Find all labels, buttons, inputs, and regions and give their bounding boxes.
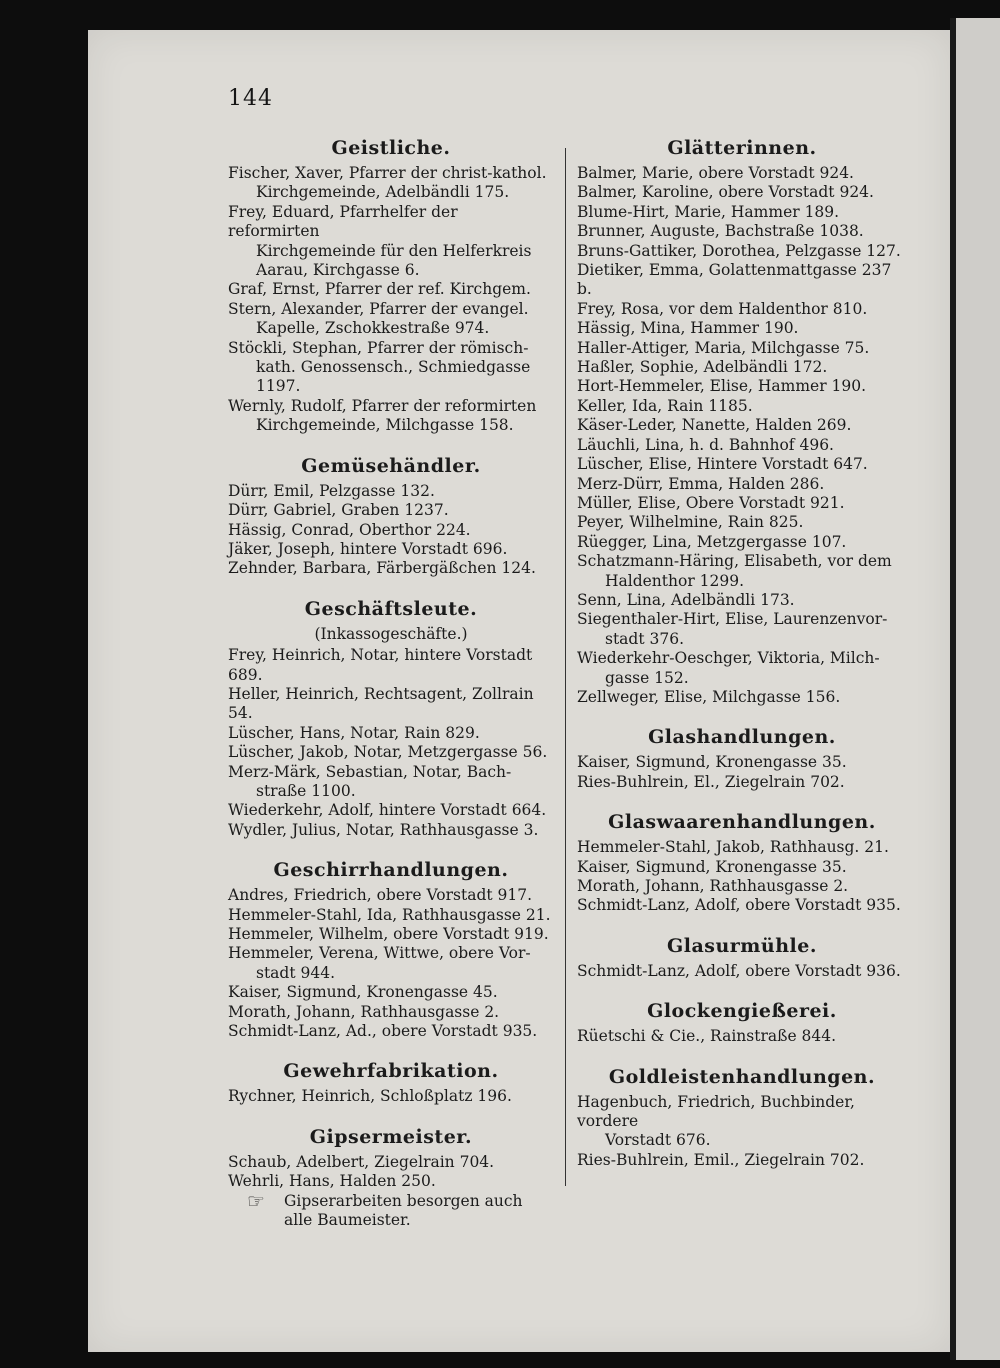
pointing-hand-icon: ☞ <box>247 1188 265 1213</box>
entry-line: Rychner, Heinrich, Schloßplatz 196. <box>228 1087 512 1106</box>
entry-line: Dietiker, Emma, Golattenmattgasse 237 b. <box>577 261 892 299</box>
right-column <box>577 136 907 1188</box>
directory-entry <box>577 436 907 455</box>
entry-continuation: Aarau, Kirchgasse 6. <box>256 261 420 280</box>
entry-line: Bruns-Gattiker, Dorothea, Pelzgasse 127. <box>577 241 901 260</box>
directory-entry <box>577 416 907 435</box>
entry-line: Brunner, Auguste, Bachstraße 1038. <box>577 222 864 241</box>
directory-entry <box>577 222 907 241</box>
directory-entry <box>228 1087 554 1106</box>
directory-entry <box>228 1153 554 1172</box>
entry-line: Lüscher, Jakob, Notar, Metzgergasse 56. <box>228 743 548 762</box>
entry-line: Stöckli, Stephan, Pfarrer der römisch- <box>228 338 529 357</box>
section-heading: Glashandlungen. <box>648 726 836 749</box>
entry-continuation: stadt 376. <box>605 629 685 648</box>
entry-line: Merz-Märk, Sebastian, Notar, Bach- <box>228 762 512 781</box>
directory-entry <box>228 501 554 520</box>
directory-entry <box>228 801 554 820</box>
entry-line: Wiederkehr-Oeschger, Viktoria, Milch- <box>577 649 880 668</box>
entry-line: Siegenthaler-Hirt, Elise, Laurenzenvor- <box>577 610 888 629</box>
directory-entry <box>577 475 907 494</box>
next-page-edge <box>956 18 1000 1360</box>
entry-line: Merz-Dürr, Emma, Halden 286. <box>577 474 825 493</box>
directory-entry <box>228 397 554 436</box>
directory-entry <box>577 896 907 915</box>
directory-entry <box>228 724 554 743</box>
entry-line: Käser-Leder, Nanette, Halden 269. <box>577 416 852 435</box>
entry-line: Schaub, Adelbert, Ziegelrain 704. <box>228 1152 495 1171</box>
entry-line: Frey, Eduard, Pfarrhelfer der reformirten <box>228 202 458 241</box>
entry-line: Stern, Alexander, Pfarrer der evangel. <box>228 299 529 318</box>
directory-entry <box>577 261 907 300</box>
entry-line: Kaiser, Sigmund, Kronengasse 35. <box>577 857 847 876</box>
entry-line: Schmidt-Lanz, Adolf, obere Vorstadt 935. <box>577 896 901 915</box>
directory-entry <box>577 610 907 649</box>
section-heading: Gewehrfabrikation. <box>283 1060 499 1083</box>
directory-entry <box>577 164 907 183</box>
directory-entry <box>577 300 907 319</box>
entry-continuation: Kapelle, Zschokkestraße 974. <box>256 319 490 338</box>
entry-line: Balmer, Karoline, obere Vorstadt 924. <box>577 183 874 202</box>
directory-entry <box>228 685 554 724</box>
directory-entry <box>577 591 907 610</box>
directory-entry <box>577 183 907 202</box>
entry-line: Kaiser, Sigmund, Kronengasse 35. <box>577 753 847 772</box>
section-heading: Geschirrhandlungen. <box>273 859 509 882</box>
entry-continuation: Kirchgemeinde für den Helferkreis <box>256 241 532 260</box>
directory-entry <box>577 962 907 981</box>
directory-entry <box>577 877 907 896</box>
entry-line: Lüscher, Elise, Hintere Vorstadt 647. <box>577 455 868 474</box>
note-line: alle Baumeister. <box>284 1211 411 1230</box>
entry-line: Läuchli, Lina, h. d. Bahnhof 496. <box>577 435 834 454</box>
note-line: Gipserarbeiten besorgen auch <box>284 1191 523 1210</box>
entry-line: Wiederkehr, Adolf, hintere Vorstadt 664. <box>228 801 547 820</box>
directory-entry <box>228 1003 554 1022</box>
section-heading: Geschäftsleute. <box>304 597 478 620</box>
section-heading: Geistliche. <box>331 137 451 159</box>
section-heading: Glätterinnen. <box>667 137 817 159</box>
section-glaswaarenhandlungen <box>577 810 907 916</box>
directory-entry <box>577 319 907 338</box>
entry-line: Wehrli, Hans, Halden 250. <box>228 1172 436 1191</box>
entry-line: Zellweger, Elise, Milchgasse 156. <box>577 687 841 706</box>
directory-entry <box>228 886 554 905</box>
entry-line: Senn, Lina, Adelbändli 173. <box>577 590 795 609</box>
section-glashandlungen <box>577 725 907 792</box>
directory-entry <box>228 164 554 203</box>
entry-line: Müller, Elise, Obere Vorstadt 921. <box>577 493 845 512</box>
entry-continuation: stadt 944. <box>256 963 336 982</box>
entry-line: Hemmeler-Stahl, Jakob, Rathhausg. 21. <box>577 838 889 857</box>
directory-entry <box>577 513 907 532</box>
entry-line: Hemmeler, Verena, Wittwe, obere Vor- <box>228 944 531 963</box>
entry-line: Andres, Friedrich, obere Vorstadt 917. <box>228 886 533 905</box>
directory-entry <box>228 559 554 578</box>
section-heading: Goldleistenhandlungen. <box>608 1065 876 1088</box>
entry-continuation: gasse 152. <box>605 668 689 687</box>
directory-entry <box>577 838 907 857</box>
directory-entry <box>228 944 554 983</box>
entry-line: Heller, Heinrich, Rechtsagent, Zollrain 54. <box>228 684 534 723</box>
directory-entry <box>577 455 907 474</box>
entry-continuation: kath. Genossensch., Schmiedgasse 1197. <box>256 358 531 396</box>
entry-line: Wydler, Julius, Notar, Rathhausgasse 3. <box>228 820 539 839</box>
directory-entry <box>577 753 907 772</box>
directory-entry <box>228 1022 554 1041</box>
entry-line: Rüetschi & Cie., Rainstraße 844. <box>577 1027 837 1046</box>
note-text <box>284 1192 523 1231</box>
directory-entry <box>577 688 907 707</box>
directory-entry <box>228 646 554 685</box>
entry-continuation: Haldenthor 1299. <box>605 571 745 590</box>
entry-line: Wernly, Rudolf, Pfarrer der reformirten <box>228 396 537 415</box>
entry-continuation: Kirchgemeinde, Milchgasse 158. <box>256 416 514 435</box>
entry-line: Frey, Heinrich, Notar, hintere Vorstadt 689. <box>228 646 533 684</box>
entry-line: Hässig, Mina, Hammer 190. <box>577 319 799 338</box>
directory-entry <box>228 743 554 762</box>
section-heading: Gipsermeister. <box>309 1125 473 1148</box>
directory-entry <box>228 540 554 559</box>
section-geschäftsleute <box>228 597 554 840</box>
entry-line: Fischer, Xaver, Pfarrer der christ-kathol. <box>228 164 547 182</box>
entry-line: Hässig, Conrad, Oberthor 224. <box>228 520 471 539</box>
directory-entry <box>577 494 907 513</box>
directory-entry <box>228 925 554 944</box>
entry-line: Ries-Buhlrein, Emil., Ziegelrain 702. <box>577 1150 865 1169</box>
entry-line: Peyer, Wilhelmine, Rain 825. <box>577 513 804 532</box>
entry-line: Kaiser, Sigmund, Kronengasse 45. <box>228 983 498 1002</box>
directory-entry <box>577 358 907 377</box>
entry-continuation: Kirchgemeinde, Adelbändli 175. <box>256 183 510 202</box>
directory-entry <box>228 906 554 925</box>
entry-line: Blume-Hirt, Marie, Hammer 189. <box>577 202 840 221</box>
entry-line: Hagenbuch, Friedrich, Buchbinder, vordere <box>577 1092 855 1131</box>
section-geschirrhandlungen <box>228 858 554 1041</box>
entry-line: Schmidt-Lanz, Adolf, obere Vorstadt 936. <box>577 961 901 980</box>
page-number: 144 <box>228 86 273 111</box>
section-gipsermeister <box>228 1125 554 1231</box>
entry-line: Frey, Rosa, vor dem Haldenthor 810. <box>577 299 868 318</box>
section-gewehrfabrikation <box>228 1059 554 1106</box>
entry-continuation: Vorstadt 676. <box>605 1131 711 1150</box>
directory-entry <box>577 858 907 877</box>
entry-line: Lüscher, Hans, Notar, Rain 829. <box>228 723 480 742</box>
entry-line: Ries-Buhlrein, El., Ziegelrain 702. <box>577 772 845 791</box>
section-subheading: (Inkassogeschäfte.) <box>314 624 468 643</box>
directory-entry <box>228 280 554 299</box>
entry-line: Jäker, Joseph, hintere Vorstadt 696. <box>228 539 508 558</box>
entry-continuation: straße 1100. <box>256 781 356 800</box>
section-heading: Gemüsehändler. <box>301 454 481 477</box>
directory-entry <box>577 397 907 416</box>
directory-entry <box>228 1172 554 1191</box>
directory-entry <box>228 521 554 540</box>
entry-line: Zehnder, Barbara, Färbergäßchen 124. <box>228 559 536 578</box>
directory-entry <box>228 821 554 840</box>
section-glasurmühle <box>577 934 907 981</box>
directory-entry <box>577 552 907 591</box>
directory-entry <box>577 339 907 358</box>
entry-line: Schatzmann-Häring, Elisabeth, vor dem <box>577 552 892 571</box>
section-gemüsehändler <box>228 454 554 579</box>
entry-line: Hemmeler-Stahl, Ida, Rathhausgasse 21. <box>228 905 551 924</box>
directory-entry <box>577 649 907 688</box>
entry-line: Haller-Attiger, Maria, Milchgasse 75. <box>577 338 870 357</box>
section-glätterinnen <box>577 136 907 707</box>
entry-line: Haßler, Sophie, Adelbändli 172. <box>577 358 828 377</box>
directory-entry <box>577 203 907 222</box>
entry-line: Balmer, Marie, obere Vorstadt 924. <box>577 164 854 182</box>
entry-line: Hort-Hemmeler, Elise, Hammer 190. <box>577 377 867 396</box>
directory-entry <box>228 983 554 1002</box>
directory-entry <box>228 482 554 501</box>
entry-line: Schmidt-Lanz, Ad., obere Vorstadt 935. <box>228 1022 538 1041</box>
directory-entry <box>577 1027 907 1046</box>
note <box>228 1188 554 1231</box>
directory-entry <box>228 300 554 339</box>
left-column <box>228 136 554 1248</box>
directory-entry <box>228 203 554 281</box>
section-geistliche <box>228 136 554 436</box>
directory-entry <box>228 763 554 802</box>
section-heading: Glasurmühle. <box>667 934 817 957</box>
directory-entry <box>577 773 907 792</box>
directory-entry <box>577 1151 907 1170</box>
directory-entry <box>228 339 554 397</box>
directory-entry <box>577 533 907 552</box>
entry-line: Morath, Johann, Rathhausgasse 2. <box>577 877 849 895</box>
entry-line: Keller, Ida, Rain 1185. <box>577 396 753 415</box>
directory-entry <box>577 242 907 261</box>
section-glockengießerei <box>577 999 907 1046</box>
section-heading: Glaswaarenhandlungen. <box>608 811 876 834</box>
section-goldleistenhandlungen <box>577 1065 907 1171</box>
directory-entry <box>577 1093 907 1151</box>
entry-line: Graf, Ernst, Pfarrer der ref. Kirchgem. <box>228 280 531 299</box>
entry-line: Hemmeler, Wilhelm, obere Vorstadt 919. <box>228 925 549 943</box>
directory-entry <box>577 377 907 396</box>
entry-line: Rüegger, Lina, Metzgergasse 107. <box>577 532 847 551</box>
entry-line: Dürr, Gabriel, Graben 1237. <box>228 501 449 520</box>
column-divider <box>565 148 566 1186</box>
entry-line: Dürr, Emil, Pelzgasse 132. <box>228 481 435 500</box>
entry-line: Morath, Johann, Rathhausgasse 2. <box>228 1002 500 1021</box>
section-heading: Glockengießerei. <box>647 1000 837 1023</box>
